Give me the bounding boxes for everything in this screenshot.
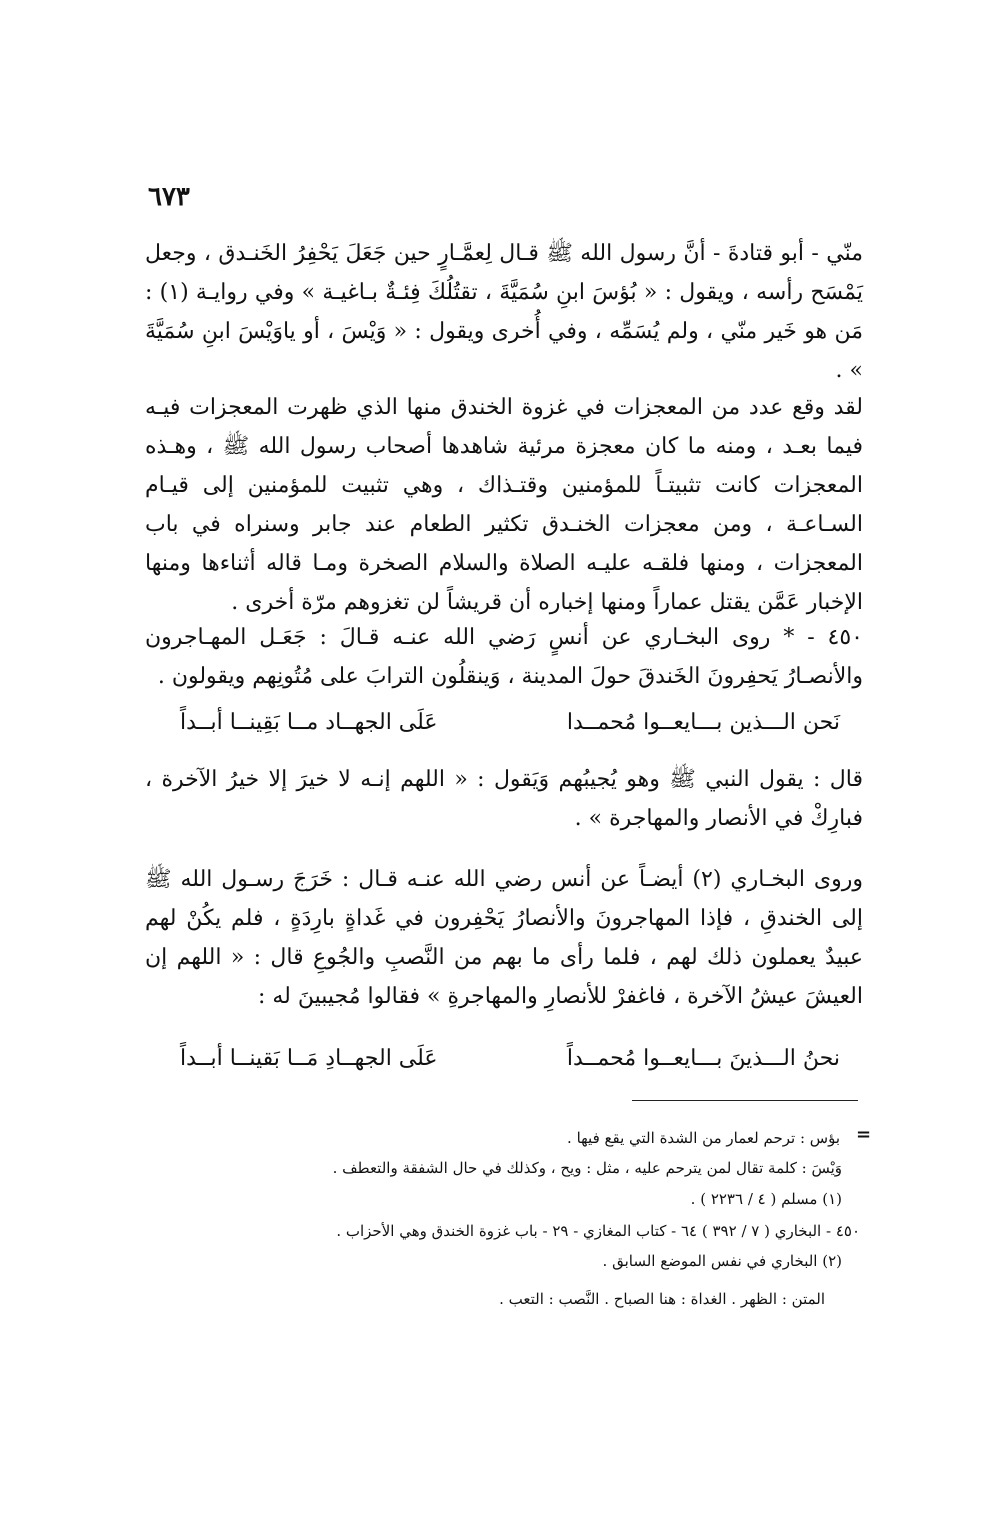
verse-second-hemistich: عَلَى الجهــادِ مَــا بَقينــا أبــداً — [180, 1045, 438, 1071]
footnote-separator — [632, 1100, 858, 1101]
footnote-line: المتن : الظهر . الغداة : هنا الصباح . النَّصب : التعب . — [499, 1290, 825, 1308]
footnote-line: (١) مسلم ( ٤ / ٢٢٣٦ ) . — [690, 1190, 842, 1208]
verse-first-hemistich: نحنُ الـــذينَ بـــايعــوا مُحمــداً — [566, 1045, 840, 1071]
footnote-line: وَيْسَ : كلمة تقال لمن يترحم عليه ، مثل : ويح ، وكذلك في حال الشفقة والتعطف . — [332, 1159, 842, 1177]
paragraph-prophet-reply — [145, 760, 863, 838]
paragraph-ammar-hadith — [145, 234, 863, 390]
paragraph-text: قال : يقول النبي ﷺ وهو يُجيبُهم وَيَقول : « اللهم إنـه لا خيرَ إلا خيرُ الآخرة ، فبارِكْ في الأنصار والمهاجرة » . — [145, 767, 863, 831]
footnote-line: بؤس : ترحم لعمار من الشدة التي يقع فيها . — [567, 1129, 840, 1147]
footnote-line: ٤٥٠ - البخاري ( ٧ / ٣٩٢ ) ٦٤ - كتاب المغازي - ٢٩ - باب غزوة الخندق وهي الأحزاب . — [336, 1222, 860, 1240]
paragraph-bukhari-second — [145, 860, 863, 1016]
page-number: ٦٧٣ — [148, 182, 190, 212]
verse-line — [180, 702, 840, 742]
paragraph-text: لقد وقع عدد من المعجزات في غزوة الخندق منها الذي ظهرت المعجزات فيـه فيما بعـد ، ومنه ما كان معجزة مرئية شاهدها أصحاب رسول الله ﷺ ، وهـذه المعجزات كانت تثبيتـاً للمؤمنين وقتـذاك ، وهي تثبيت للمؤمنين إلى قيـام السـاعـة ، ومن معجزات الخنـدق تكثير الطعام عند جابر وسنراه في باب المعجزات ، ومنها فلقـه عليـه الصلاة والسلام الصخرة ومـا قاله أثناءها ومنها الإخبار عَمَّن يقتل عماراً ومنها إخباره أن قريشاً لن تغزوهم مرّة أخرى . — [145, 395, 863, 615]
footnote-line: (٢) البخاري في نفس الموضع السابق . — [602, 1252, 842, 1270]
verse-line — [180, 1038, 840, 1078]
paragraph-text: منّي - أبو قتادةَ - أنَّ رسول الله ﷺ قـال لِعمَّـارٍ حين جَعَلَ يَحْفِرُ الخَنـدق ، وجعل يَمْسَح رأسه ، ويقول : « بُؤسَ ابنِ سُمَيَّةَ ، تقتُلُكَ فِئـةٌ بـاغيـة » وفي روايـة (١) : مَن هو خَير منّي ، ولم يُسَمِّه ، وفي أُخرى ويقول : « وَيْسَ ، أو ياوَيْسَ ابنِ سُمَيَّةَ » . — [145, 241, 863, 383]
footnote-continuation-mark: = — [856, 1124, 872, 1145]
paragraph-text: وروى البخـاري (٢) أيضـاً عن أنس رضي الله عنـه قـال : خَرَجَ رسـول الله ﷺ إلى الخندقِ ، فإذا المهاجرونَ والأنصارُ يَحْفِرون في غَداةٍ بارِدَةٍ ، فلم يكُنْ لهم عبيدٌ يعملون ذلك لهم ، فلما رأى ما بهم من النَّصبِ والجُوعِ قال : « اللهم إن العيشَ عيشُ الآخرة ، فاغفرْ للأنصارِ والمهاجرةِ » فقالوا مُجيبينَ له : — [145, 867, 864, 1009]
paragraph-text: ٤٥٠ - * روى البخـاري عن أنسٍ رَضي الله عنـه قـالَ : جَعَـل المهـاجرون والأنصـارُ يَحفِرونَ الخَندقَ حولَ المدينة ، وَينقلُون الترابَ على مُتُونِهم ويقولون . — [145, 625, 863, 689]
paragraph-hadith-450 — [145, 618, 863, 696]
paragraph-khandaq-miracles — [145, 388, 863, 622]
verse-first-hemistich: نَحن الـــذين بـــايعــوا مُحمــدا — [566, 709, 840, 735]
verse-second-hemistich: عَلَى الجهــاد مــا بَقِينــا أبــداً — [180, 709, 438, 735]
